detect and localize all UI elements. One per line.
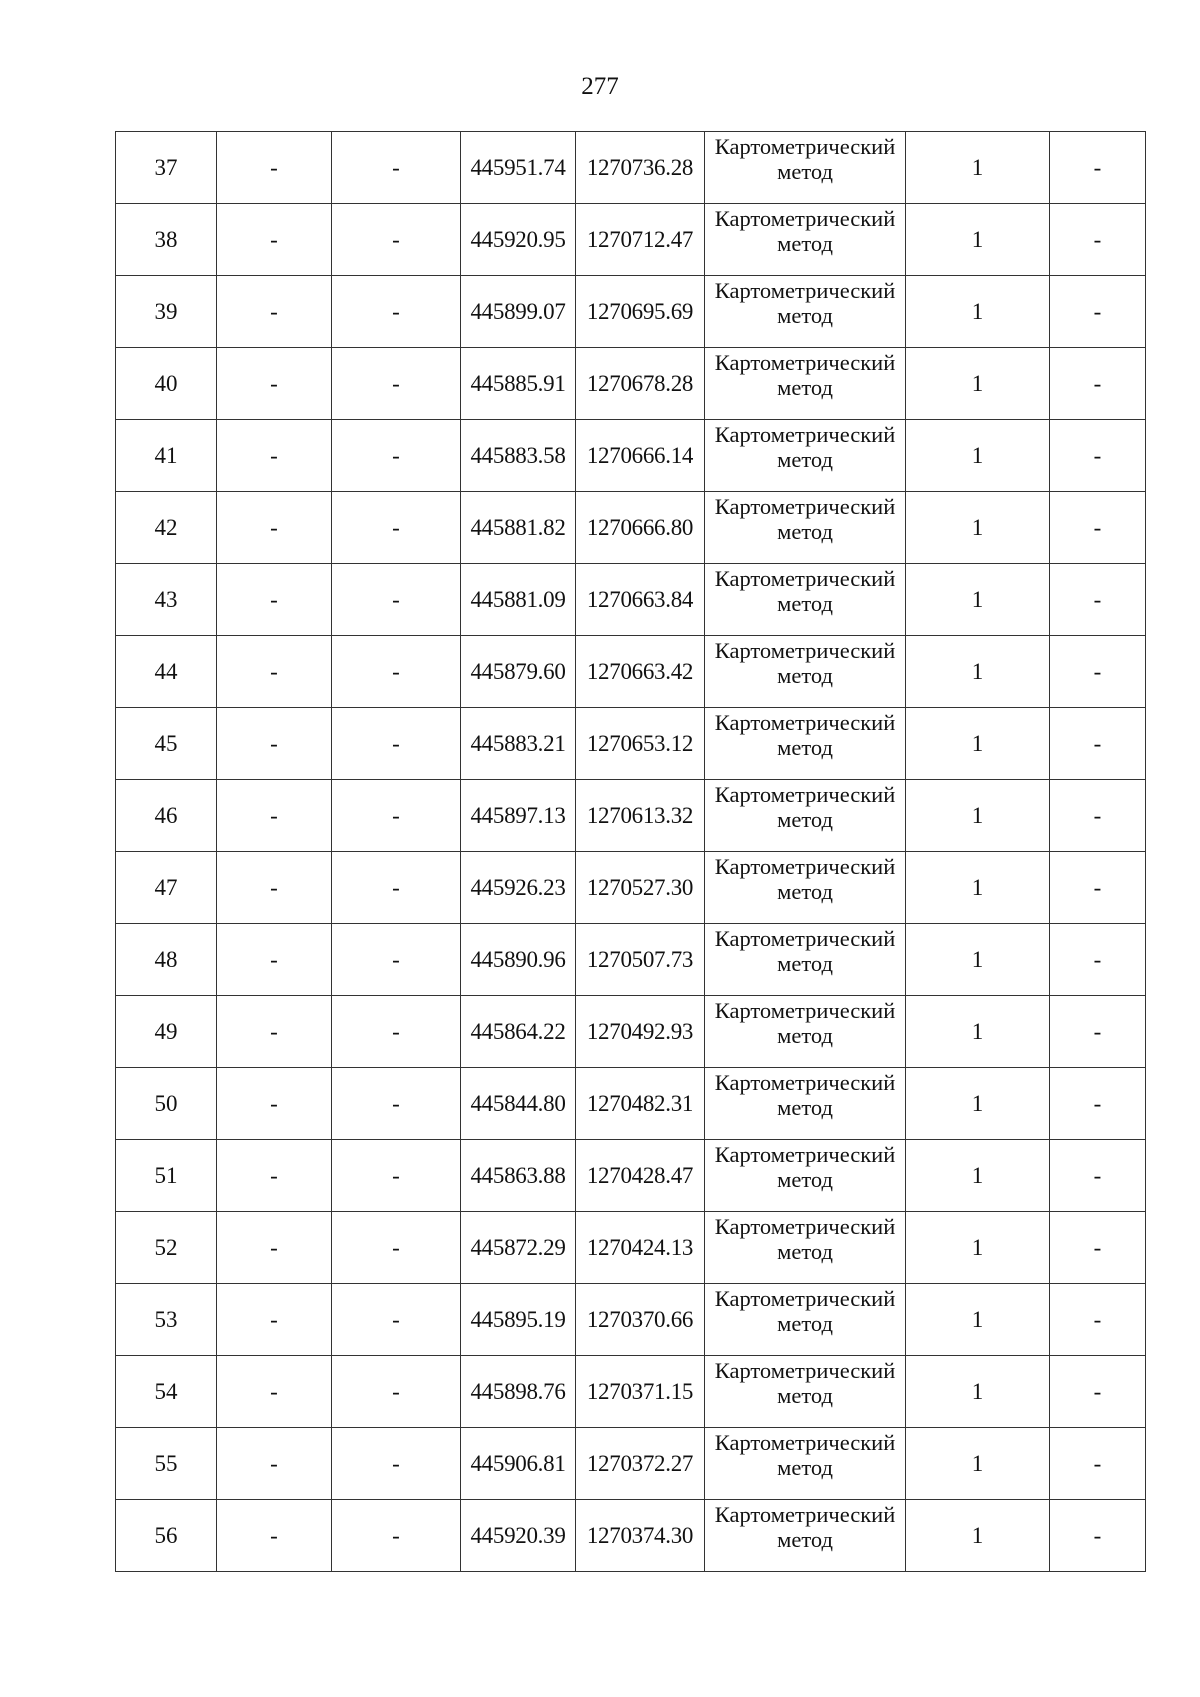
method-cell: Картометрический метод [705,1140,906,1212]
description-cell: - [1050,420,1146,492]
empty-dash-cell: - [217,492,332,564]
empty-dash-cell: - [332,1140,461,1212]
point-number-cell: 43 [116,564,217,636]
empty-dash-cell: - [332,708,461,780]
y-coordinate-cell: 1270370.66 [576,1284,705,1356]
table-row [116,204,1146,276]
x-coordinate-cell: 445926.23 [461,852,576,924]
empty-dash-cell: - [332,348,461,420]
accuracy-cell: 1 [906,1068,1050,1140]
x-coordinate-cell: 445898.76 [461,1356,576,1428]
empty-dash-cell: - [332,420,461,492]
empty-dash-cell: - [217,852,332,924]
point-number-cell: 40 [116,348,217,420]
point-number-cell: 56 [116,1500,217,1572]
description-cell: - [1050,564,1146,636]
point-number-cell: 50 [116,1068,217,1140]
method-cell: Картометрический метод [705,348,906,420]
x-coordinate-cell: 445899.07 [461,276,576,348]
accuracy-cell: 1 [906,204,1050,276]
x-coordinate-cell: 445920.39 [461,1500,576,1572]
empty-dash-cell: - [217,204,332,276]
empty-dash-cell: - [217,780,332,852]
point-number-cell: 38 [116,204,217,276]
description-cell: - [1050,348,1146,420]
x-coordinate-cell: 445897.13 [461,780,576,852]
x-coordinate-cell: 445879.60 [461,636,576,708]
description-cell: - [1050,1212,1146,1284]
method-cell: Картометрический метод [705,276,906,348]
x-coordinate-cell: 445872.29 [461,1212,576,1284]
point-number-cell: 45 [116,708,217,780]
y-coordinate-cell: 1270666.80 [576,492,705,564]
y-coordinate-cell: 1270507.73 [576,924,705,996]
description-cell: - [1050,1356,1146,1428]
point-number-cell: 39 [116,276,217,348]
empty-dash-cell: - [332,1068,461,1140]
accuracy-cell: 1 [906,780,1050,852]
empty-dash-cell: - [217,924,332,996]
x-coordinate-cell: 445883.58 [461,420,576,492]
description-cell: - [1050,1428,1146,1500]
accuracy-cell: 1 [906,996,1050,1068]
empty-dash-cell: - [217,996,332,1068]
table-row [116,636,1146,708]
description-cell: - [1050,780,1146,852]
accuracy-cell: 1 [906,276,1050,348]
point-number-cell: 49 [116,996,217,1068]
table-row [116,1068,1146,1140]
accuracy-cell: 1 [906,852,1050,924]
method-cell: Картометрический метод [705,1284,906,1356]
accuracy-cell: 1 [906,420,1050,492]
empty-dash-cell: - [217,708,332,780]
method-cell: Картометрический метод [705,708,906,780]
x-coordinate-cell: 445844.80 [461,1068,576,1140]
empty-dash-cell: - [217,636,332,708]
empty-dash-cell: - [332,1500,461,1572]
y-coordinate-cell: 1270695.69 [576,276,705,348]
accuracy-cell: 1 [906,1140,1050,1212]
y-coordinate-cell: 1270736.28 [576,132,705,204]
table-body [116,132,1146,1572]
description-cell: - [1050,204,1146,276]
description-cell: - [1050,1500,1146,1572]
accuracy-cell: 1 [906,1212,1050,1284]
point-number-cell: 55 [116,1428,217,1500]
y-coordinate-cell: 1270374.30 [576,1500,705,1572]
table-row [116,780,1146,852]
description-cell: - [1050,1140,1146,1212]
table-row [116,276,1146,348]
y-coordinate-cell: 1270678.28 [576,348,705,420]
accuracy-cell: 1 [906,636,1050,708]
empty-dash-cell: - [217,1500,332,1572]
x-coordinate-cell: 445881.82 [461,492,576,564]
table-row [116,1212,1146,1284]
method-cell: Картометрический метод [705,204,906,276]
empty-dash-cell: - [332,1284,461,1356]
accuracy-cell: 1 [906,564,1050,636]
table-row [116,1500,1146,1572]
coordinates-table [115,131,1146,1572]
y-coordinate-cell: 1270613.32 [576,780,705,852]
point-number-cell: 47 [116,852,217,924]
accuracy-cell: 1 [906,708,1050,780]
method-cell: Картометрический метод [705,420,906,492]
y-coordinate-cell: 1270663.84 [576,564,705,636]
accuracy-cell: 1 [906,924,1050,996]
empty-dash-cell: - [217,564,332,636]
empty-dash-cell: - [217,1212,332,1284]
description-cell: - [1050,996,1146,1068]
empty-dash-cell: - [332,924,461,996]
description-cell: - [1050,132,1146,204]
description-cell: - [1050,276,1146,348]
method-cell: Картометрический метод [705,492,906,564]
x-coordinate-cell: 445895.19 [461,1284,576,1356]
y-coordinate-cell: 1270527.30 [576,852,705,924]
y-coordinate-cell: 1270712.47 [576,204,705,276]
accuracy-cell: 1 [906,1284,1050,1356]
empty-dash-cell: - [332,492,461,564]
table-row [116,1428,1146,1500]
empty-dash-cell: - [332,780,461,852]
accuracy-cell: 1 [906,1500,1050,1572]
method-cell: Картометрический метод [705,1068,906,1140]
point-number-cell: 52 [116,1212,217,1284]
x-coordinate-cell: 445863.88 [461,1140,576,1212]
accuracy-cell: 1 [906,1428,1050,1500]
empty-dash-cell: - [332,852,461,924]
method-cell: Картометрический метод [705,1356,906,1428]
method-cell: Картометрический метод [705,924,906,996]
method-cell: Картометрический метод [705,564,906,636]
description-cell: - [1050,852,1146,924]
description-cell: - [1050,636,1146,708]
y-coordinate-cell: 1270663.42 [576,636,705,708]
method-cell: Картометрический метод [705,1500,906,1572]
point-number-cell: 51 [116,1140,217,1212]
empty-dash-cell: - [217,276,332,348]
table-row [116,420,1146,492]
method-cell: Картометрический метод [705,852,906,924]
y-coordinate-cell: 1270653.12 [576,708,705,780]
empty-dash-cell: - [217,420,332,492]
empty-dash-cell: - [332,204,461,276]
table-row [116,924,1146,996]
table-row [116,1140,1146,1212]
x-coordinate-cell: 445883.21 [461,708,576,780]
table-row [116,1284,1146,1356]
empty-dash-cell: - [332,132,461,204]
empty-dash-cell: - [332,996,461,1068]
description-cell: - [1050,1068,1146,1140]
y-coordinate-cell: 1270482.31 [576,1068,705,1140]
x-coordinate-cell: 445864.22 [461,996,576,1068]
table-row [116,564,1146,636]
point-number-cell: 54 [116,1356,217,1428]
empty-dash-cell: - [332,1356,461,1428]
x-coordinate-cell: 445881.09 [461,564,576,636]
x-coordinate-cell: 445906.81 [461,1428,576,1500]
description-cell: - [1050,492,1146,564]
empty-dash-cell: - [217,1068,332,1140]
table-row [116,852,1146,924]
point-number-cell: 41 [116,420,217,492]
empty-dash-cell: - [217,1140,332,1212]
x-coordinate-cell: 445920.95 [461,204,576,276]
table-row [116,996,1146,1068]
point-number-cell: 37 [116,132,217,204]
y-coordinate-cell: 1270492.93 [576,996,705,1068]
method-cell: Картометрический метод [705,996,906,1068]
empty-dash-cell: - [332,276,461,348]
empty-dash-cell: - [332,564,461,636]
y-coordinate-cell: 1270371.15 [576,1356,705,1428]
table-row [116,708,1146,780]
table-row [116,492,1146,564]
empty-dash-cell: - [332,1428,461,1500]
description-cell: - [1050,1284,1146,1356]
empty-dash-cell: - [332,636,461,708]
point-number-cell: 44 [116,636,217,708]
point-number-cell: 48 [116,924,217,996]
x-coordinate-cell: 445951.74 [461,132,576,204]
empty-dash-cell: - [217,132,332,204]
y-coordinate-cell: 1270428.47 [576,1140,705,1212]
accuracy-cell: 1 [906,348,1050,420]
y-coordinate-cell: 1270372.27 [576,1428,705,1500]
description-cell: - [1050,924,1146,996]
empty-dash-cell: - [217,1428,332,1500]
accuracy-cell: 1 [906,492,1050,564]
point-number-cell: 42 [116,492,217,564]
y-coordinate-cell: 1270666.14 [576,420,705,492]
description-cell: - [1050,708,1146,780]
table-row [116,1356,1146,1428]
method-cell: Картометрический метод [705,636,906,708]
empty-dash-cell: - [217,1356,332,1428]
x-coordinate-cell: 445885.91 [461,348,576,420]
accuracy-cell: 1 [906,132,1050,204]
method-cell: Картометрический метод [705,1212,906,1284]
point-number-cell: 53 [116,1284,217,1356]
accuracy-cell: 1 [906,1356,1050,1428]
y-coordinate-cell: 1270424.13 [576,1212,705,1284]
table-row [116,132,1146,204]
method-cell: Картометрический метод [705,1428,906,1500]
page-number: 277 [581,73,619,100]
x-coordinate-cell: 445890.96 [461,924,576,996]
table-row [116,348,1146,420]
method-cell: Картометрический метод [705,780,906,852]
method-cell: Картометрический метод [705,132,906,204]
point-number-cell: 46 [116,780,217,852]
empty-dash-cell: - [332,1212,461,1284]
empty-dash-cell: - [217,1284,332,1356]
empty-dash-cell: - [217,348,332,420]
